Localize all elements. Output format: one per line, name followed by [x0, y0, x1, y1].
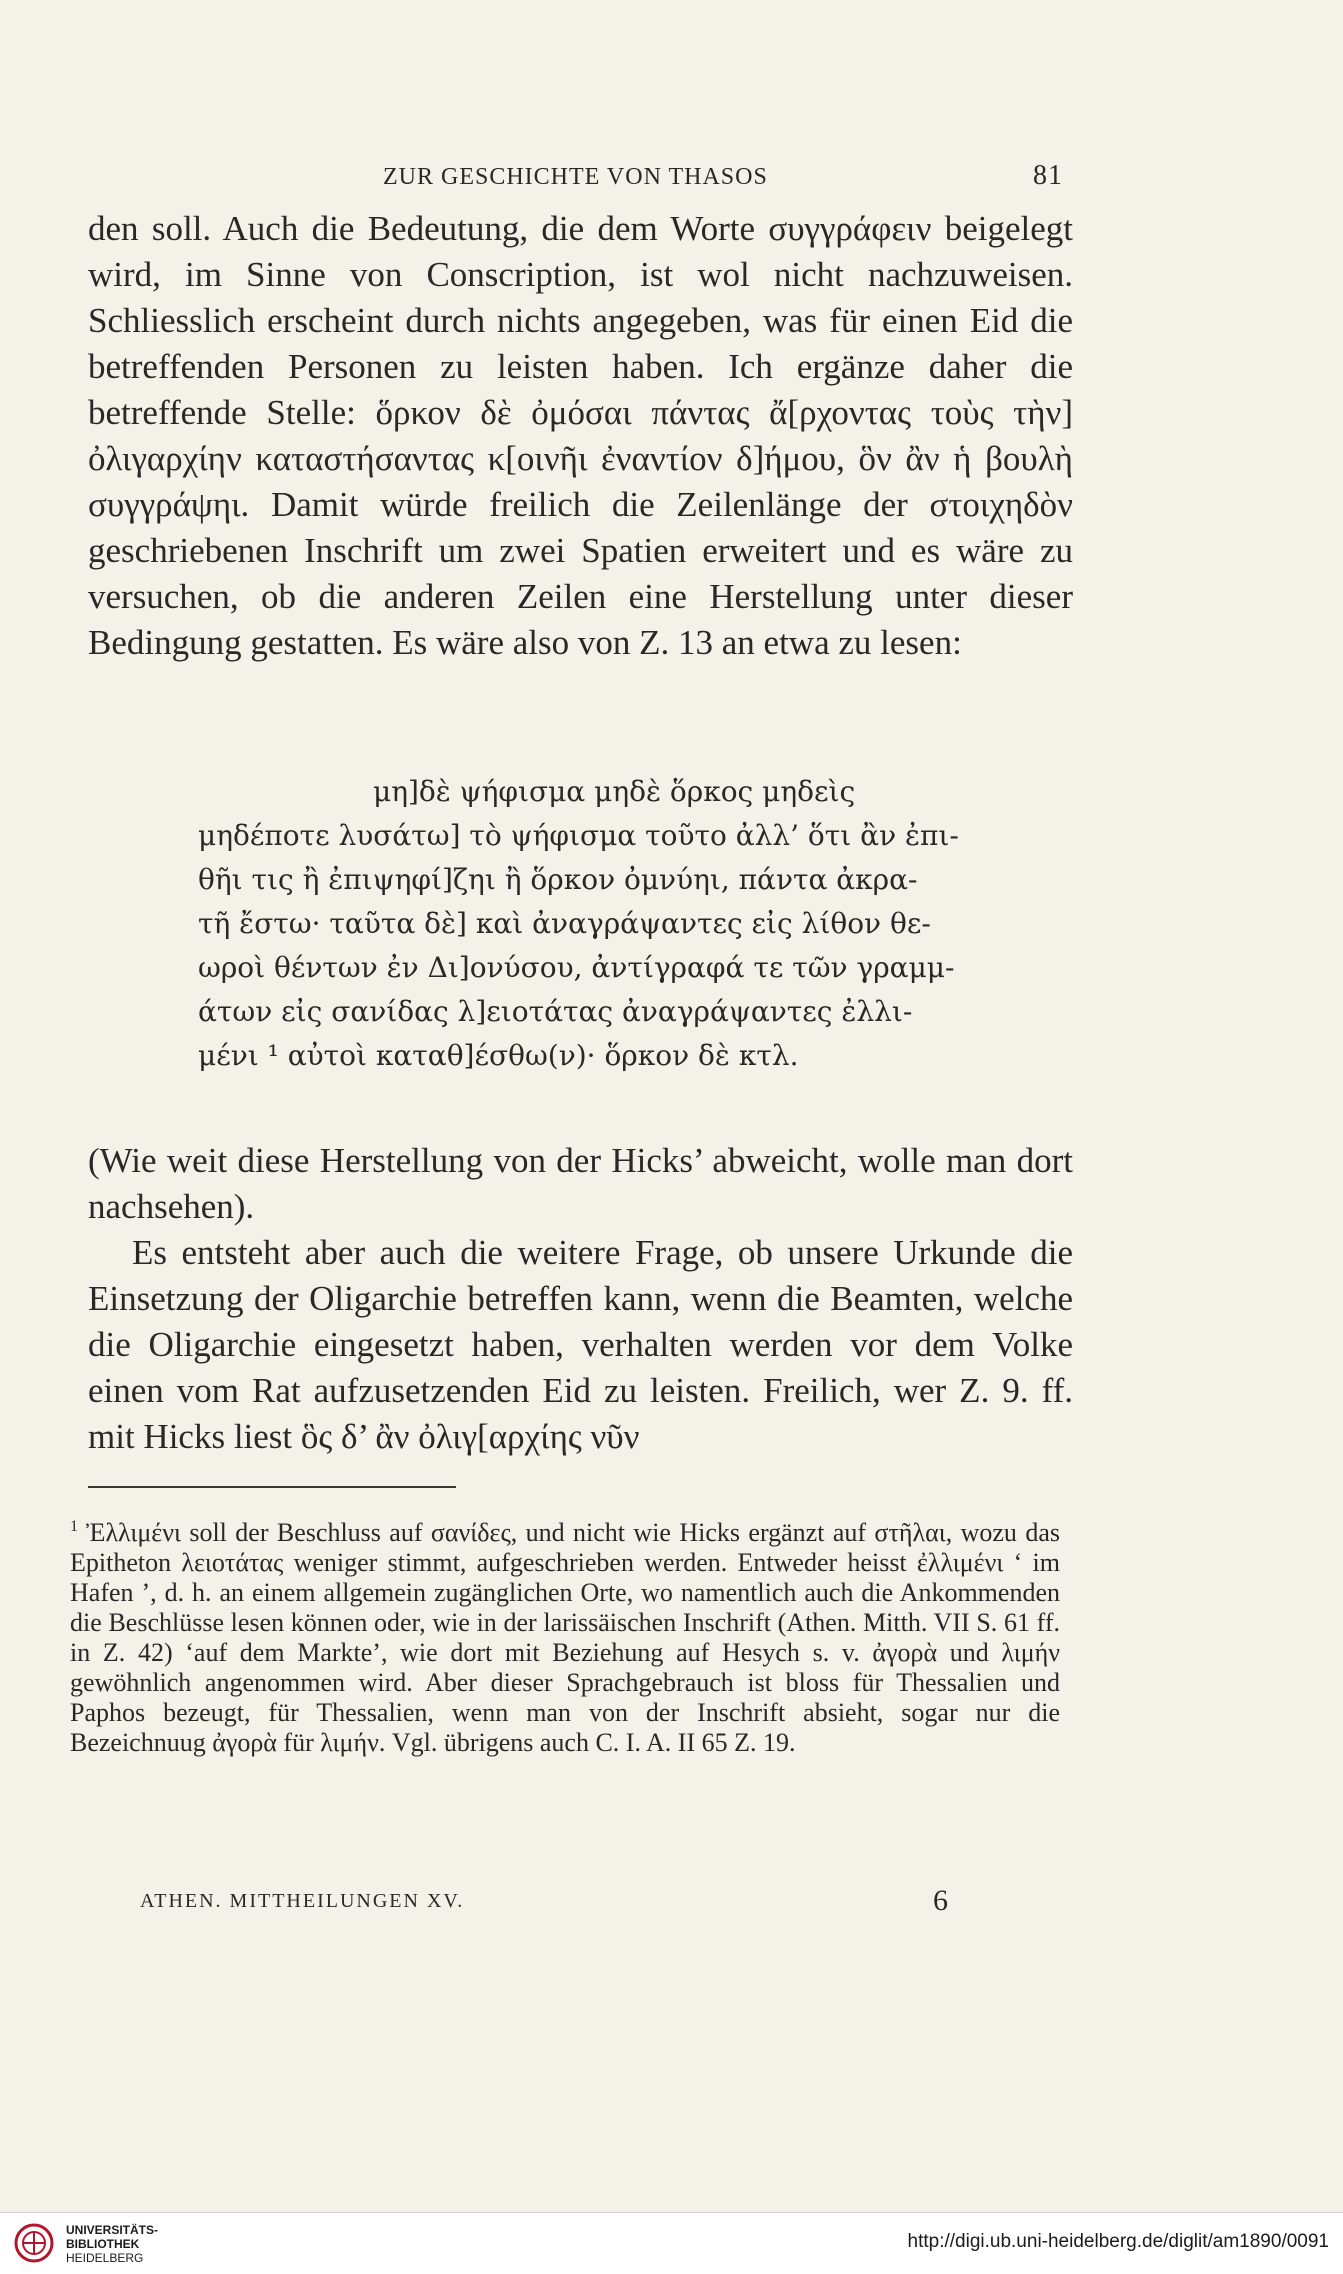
library-name: [66, 2223, 158, 2265]
greek-line: μηδέποτε λυσάτω] τὸ ψήφισμα τοῦτο ἀλλ’ ὅτι ἂν ἐπι-: [198, 819, 959, 852]
continuation-text: [88, 1138, 1073, 1460]
running-head: [88, 160, 1073, 200]
greek-line: άτων εἰς σανίδας λ]ειοτάτας ἀναγράψαντες ἐλλι-: [198, 995, 913, 1028]
footnote-divider: [88, 1486, 456, 1488]
library-seal-icon: [14, 2223, 54, 2263]
greek-line: θῆι τις ἢ ἐπιψηφί]ζηι ἢ ὅρκον ὀμνύηι, πάντα ἀκρα-: [198, 863, 918, 896]
greek-line: μη]δὲ ψήφισμα μηδὲ ὅρκος μηδεὶς: [373, 775, 856, 808]
greek-inscription-block: [198, 770, 959, 1078]
footnote-marker: 1: [70, 1518, 78, 1535]
greek-line: τῆ ἔστω· ταῦτα δὲ] καὶ ἀναγράψαντες εἰς λίθον θε-: [198, 907, 931, 940]
page-foot: [140, 1884, 1070, 1924]
body-text: [88, 206, 1073, 666]
parenthetical-paragraph: (Wie weit diese Herstellung von der Hicks’ abweicht, wolle man dort nachsehen).: [88, 1141, 1073, 1226]
greek-line: ωροὶ θέντων ἐν Δι]ονύσου, ἀντίγραφά τε τῶν γραμμ-: [198, 951, 955, 984]
library-footer: [0, 2212, 1343, 2274]
running-head-title: ZUR GESCHICHTE VON THASOS: [383, 164, 768, 190]
footnote-text: Ἐλλιμένι soll der Beschluss auf σανίδες, und nicht wie Hicks ergänzt auf στῆλαι, wozu das Epitheton λειοτάτας weniger stimmt, aufgeschrieben werden. Entweder heisst ἐλλιμένι ‘ im Hafen ’, d. h. an einem allgemein zugänglichen Orte, wo namentlich auch die Ankommenden die Beschlüsse lesen können oder, wie in der larissäischen Inschrift (Athen. Mitth. VII S. 61 ff. in Z. 42) ‘auf dem Markte’, wie dort mit Beziehung auf Hesych s. v. ἀγορὰ und λιμήν gewöhnlich angenommen wird. Aber dieser Sprachgebrauch ist bloss für Thessalien und Paphos bezeugt, für Thessalien, wenn man von der Inschrift absieht, sogar nur die Bezeichnuug ἀγορὰ für λιμήν. Vgl. übrigens auch C. I. A. II 65 Z. 19.: [70, 1518, 1060, 1757]
sheet-number: 6: [933, 1884, 948, 1917]
source-url[interactable]: http://digi.ub.uni-heidelberg.de/diglit/am1890/0091: [907, 2231, 1329, 2252]
signature-mark: ATHEN. MITTHEILUNGEN XV.: [140, 1890, 465, 1912]
greek-line: μένι ¹ αὐτοὶ καταθ]έσθω(ν)· ὅρκον δὲ κτλ.: [198, 1039, 799, 1072]
library-name-line: HEIDELBERG: [66, 2251, 144, 2265]
library-name-line: BIBLIOTHEK: [66, 2237, 140, 2251]
library-name-line: UNIVERSITÄTS-: [66, 2223, 159, 2237]
body-paragraph: Es entsteht aber auch die weitere Frage, ob unsere Urkunde die Einsetzung der Oligarchie betreffen kann, wenn die Beamten, welche die Oligarchie eingesetzt haben, verhalten werden vor dem Volke einen vom Rat aufzusetzenden Eid zu leisten. Freilich, wer Z. 9. ff. mit Hicks liest ὃς δ’ ἂν ὀλιγ[αρχίης νῦν: [88, 1233, 1073, 1456]
footnote: [70, 1512, 1060, 1758]
body-paragraph: den soll. Auch die Bedeutung, die dem Worte συγγράφειν beigelegt wird, im Sinne von Conscription, ist wol nicht nachzuweisen. Schliesslich erscheint durch nichts angegeben, was für einen Eid die betreffenden Personen zu leisten haben. Ich ergänze daher die betreffende Stelle: ὅρκον δὲ ὀμόσαι πάντας ἄ[ρχοντας τοὺς τὴν] ὀλιγαρχίην καταστήσαντας κ[οινῆι ἐναντίον δ]ήμου, ὃν ἂν ἡ βουλὴ συγγράψηι. Damit würde freilich die Zeilenlänge der στοιχηδὸν geschriebenen Inschrift um zwei Spatien erweitert und es wäre zu versuchen, ob die anderen Zeilen eine Herstellung unter dieser Bedingung gestatten. Es wäre also von Z. 13 an etwa zu lesen:: [88, 209, 1073, 662]
page-number: 81: [1033, 160, 1063, 191]
